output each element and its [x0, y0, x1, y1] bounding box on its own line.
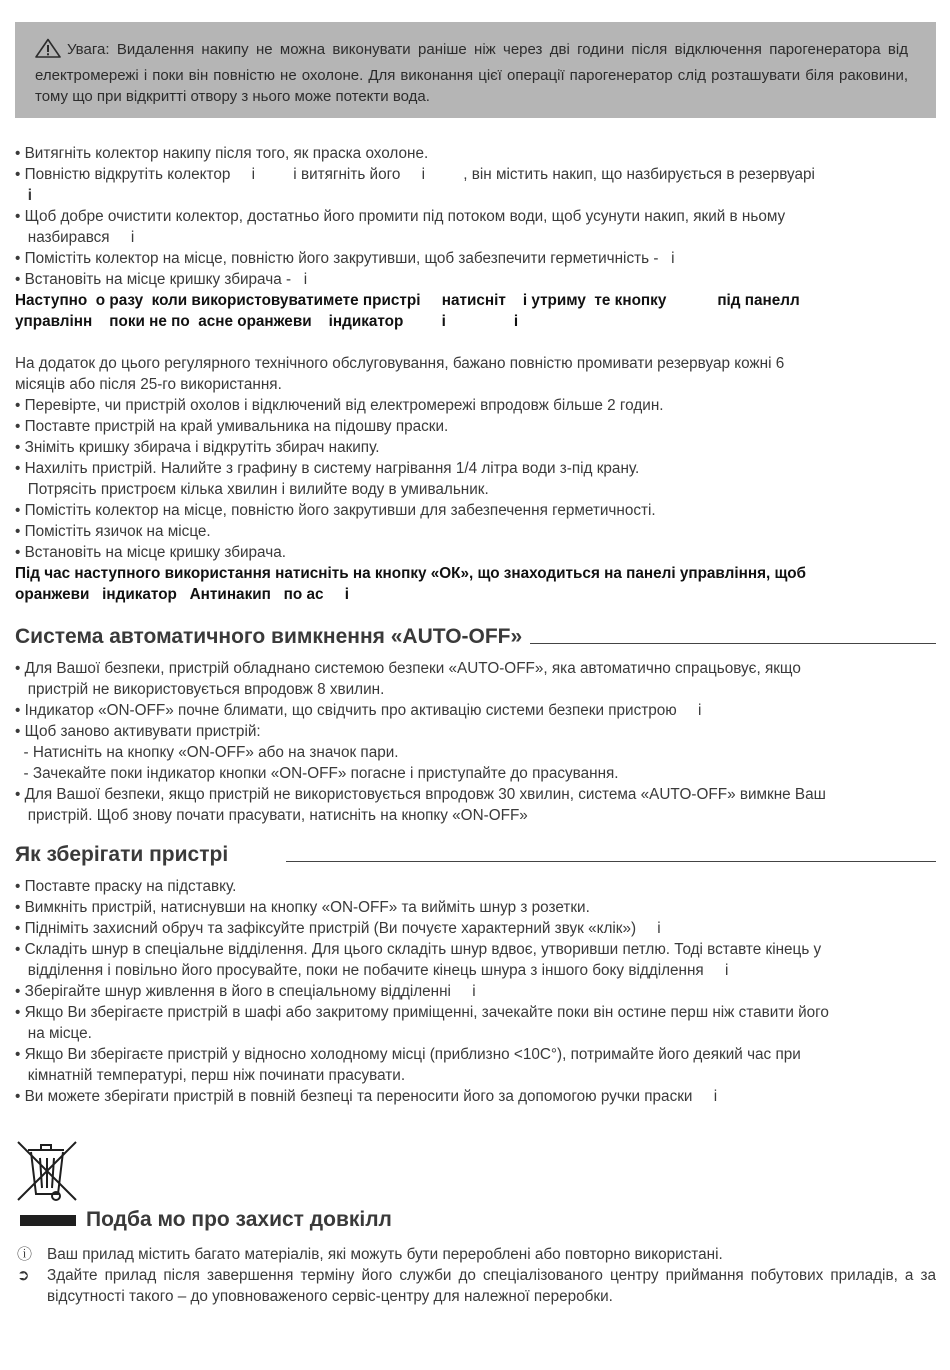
text-line: місяців або після 25-го використання.: [15, 376, 282, 393]
heading-text: Система автоматичного вимкнення «AUTO-OFF»: [15, 625, 523, 648]
text-line: • Встановіть на місце кришку збирача.: [15, 544, 286, 561]
text-line: • Поставте пристрій на край умивальника на підошву праски.: [15, 418, 449, 435]
text-line: • Для Вашої безпеки, якщо пристрій не використовується впродовж 30 хвилин, система «AUTO-OFF» вимкне Ваш: [15, 786, 826, 803]
warning-box: [15, 22, 936, 118]
text-line: пристрій не використовується впродовж 8 хвилин.: [15, 681, 385, 698]
text-line: назбирався і: [15, 229, 135, 246]
text-line: • Повністю відкрутіть колектор і і витягніть його і , він містить накип, що назбирується в резервуарі: [15, 166, 815, 183]
crossed-out-wheelie-bin-icon: [14, 1138, 80, 1206]
text-line: • Якщо Ви зберігаєте пристрій в шафі або закритому приміщенні, зачекайте поки він остине перш ніж ставити його: [15, 1004, 829, 1021]
text-line: • Зберігайте шнур живлення в його в спеціальному відділенні і: [15, 983, 476, 1000]
text-line: • Помістіть колектор на місце, повністю його закрутивши для забезпечення герметичності.: [15, 502, 656, 519]
text-line: • Щоб добре очистити колектор, достатньо його промити під потоком води, щоб усунути накип, який в ньому: [15, 208, 786, 225]
text-line: • Ви можете зберігати пристрій в повній безпеці та переносити його за допомогою ручки праски і: [15, 1088, 718, 1105]
text-line: кімнатній температурі, перш ніж починати прасувати.: [15, 1067, 406, 1084]
section-heading-auto-off: [15, 620, 936, 650]
text-line: • Поставте праску на підставку.: [15, 878, 237, 895]
environment-list: [15, 1244, 936, 1307]
text-line: • Нахиліть пристрій. Налийте з графину в систему нагрівання 1/4 літра води з-під крану.: [15, 460, 640, 477]
warning-triangle-icon: [35, 38, 61, 65]
section-heading-storage: [15, 838, 936, 868]
text-line: • Встановіть на місце кришку збирача - і: [15, 271, 308, 288]
text-line: - Зачекайте поки індикатор кнопки «ON-OFF» погасне і приступайте до прасування.: [15, 765, 619, 782]
text-line: • Перевірте, чи пристрій охолов і відключений від електромережі впродовж більше 2 годин.: [15, 397, 664, 414]
heading-rule: [286, 861, 936, 862]
text-line: • Вимкніть пристрій, натиснувши на кнопку «ON-OFF» та вийміть шнур з розетки.: [15, 899, 590, 916]
section-descaling-steps: [15, 143, 936, 332]
warning-text: Увага: Видалення накипу не можна виконувати раніше ніж через дві години після відключення парогенератора від електромережі і поки він повністю не охолоне. Для виконання цієї операції парогенератор слід розташувати біля раковини, тому що при відкритті отвору з нього може потекти вода.: [35, 41, 908, 105]
text-line: • Підніміть захисний обруч та зафіксуйте пристрій (Ви почуєте характерний звук «клік») і: [15, 920, 661, 937]
text-line: • Щоб заново активувати пристрій:: [15, 723, 261, 740]
text-line: • Витягніть колектор накипу після того, як праска охолоне.: [15, 145, 429, 162]
text-line: на місце.: [15, 1025, 92, 1042]
bold-text-line: Наступно о разу коли використовуватимете пристрі натисніт і утриму те кнопку під панелл: [15, 292, 800, 309]
text-line: пристрій. Щоб знову почати прасувати, натисніть на кнопку «ON-OFF»: [15, 807, 528, 824]
list-item: [15, 1244, 936, 1265]
heading-text: Подба мо про захист довкілл: [86, 1208, 392, 1231]
bold-text-line: оранжеви індикатор Антинакип по ас і: [15, 586, 349, 603]
arrow-right-circle-icon: ➲: [17, 1267, 30, 1284]
text-line: • Для Вашої безпеки, пристрій обладнано системою безпеки «AUTO-OFF», яка автоматично спрацьовує, якщо: [15, 660, 801, 677]
section-heading-environment: [20, 1208, 392, 1232]
text-line: • Помістіть язичок на місце.: [15, 523, 211, 540]
heading-text: Як зберігати пристрі: [15, 843, 229, 866]
text-line: • Помістіть колектор на місце, повністю його закрутивши, щоб забезпечити герметичність - і: [15, 250, 675, 267]
section-tank-rinsing: [15, 353, 936, 605]
bold-text-line: управлінн поки не по асне оранжеви індикатор і і: [15, 313, 519, 330]
text-line: Потрясіть пристроєм кілька хвилин і вилийте воду в умивальник.: [15, 481, 489, 498]
text-line: - Натисніть на кнопку «ON-OFF» або на значок пари.: [15, 744, 399, 761]
info-circle-icon: ⓘ: [17, 1246, 33, 1263]
list-item-text: Здайте прилад після завершення терміну його служби до спеціалізованого центру приймання побутових приладів, а за відсутності такого – до уповноваженого сервіс-центру для належної переробки.: [47, 1267, 936, 1305]
heading-rule: [530, 643, 936, 644]
text-line: • Зніміть кришку збирача і відкрутіть збирач накипу.: [15, 439, 380, 456]
text-line: і: [15, 187, 32, 204]
text-line: • Індикатор «ON-OFF» почне блимати, що свідчить про активацію системи безпеки пристрою і: [15, 702, 702, 719]
heading-bar: [20, 1215, 76, 1226]
section-auto-off: [15, 658, 936, 826]
text-line: • Складіть шнур в спеціальне відділення. Для цього складіть шнур вдвоє, утворивши петлю. Тоді вставте кінець у: [15, 941, 822, 958]
text-line: • Якщо Ви зберігаєте пристрій у відносно холодному місці (приблизно <10С°), потримайте його деякий час при: [15, 1046, 801, 1063]
text-line: відділення і повільно його просувайте, поки не побачите кінець шнура з іншого боку відділення і: [15, 962, 729, 979]
bold-text-line: Під час наступного використання натисніть на кнопку «ОК», що знаходиться на панелі управління, щоб: [15, 565, 806, 582]
text-line: На додаток до цього регулярного технічного обслуговування, бажано повністю промивати резервуар кожні 6: [15, 355, 785, 372]
section-storage: [15, 876, 936, 1107]
list-item: [15, 1265, 936, 1307]
list-item-text: Ваш прилад містить багато матеріалів, які можуть бути перероблені або повторно використані.: [47, 1246, 723, 1263]
